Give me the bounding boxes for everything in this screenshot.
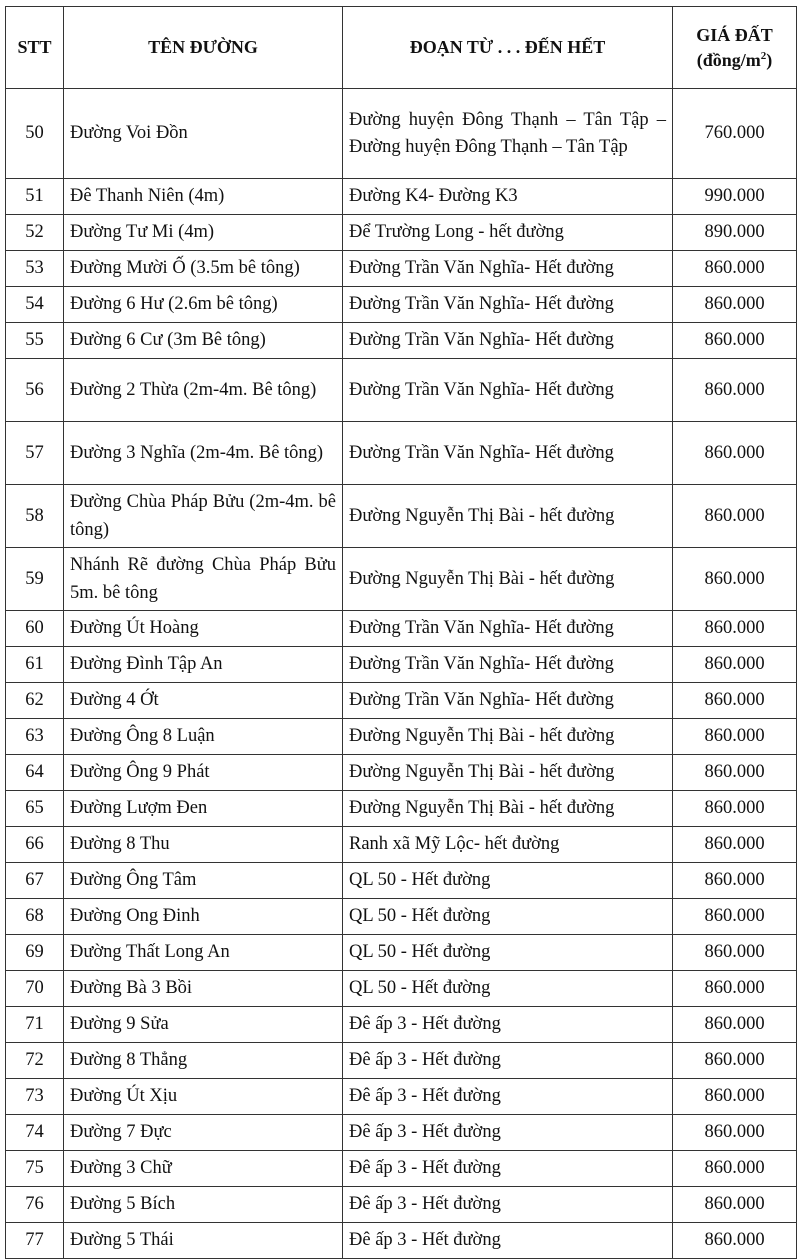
cell-stt: 77 bbox=[6, 1223, 64, 1259]
cell-segment: Để Trường Long - hết đường bbox=[343, 215, 673, 251]
cell-road-name: Đường 9 Sửa bbox=[64, 1007, 343, 1043]
cell-stt: 52 bbox=[6, 215, 64, 251]
cell-road-name: Đường Ong Đinh bbox=[64, 899, 343, 935]
cell-stt: 67 bbox=[6, 863, 64, 899]
cell-road-name: Đường Bà 3 Bồi bbox=[64, 971, 343, 1007]
table-row bbox=[6, 179, 797, 215]
cell-land-price: 860.000 bbox=[673, 422, 797, 485]
table-row bbox=[6, 827, 797, 863]
cell-segment: Đê ấp 3 - Hết đường bbox=[343, 1007, 673, 1043]
cell-land-price: 860.000 bbox=[673, 935, 797, 971]
cell-road-name: Đường 8 Thu bbox=[64, 827, 343, 863]
cell-stt: 56 bbox=[6, 359, 64, 422]
cell-land-price: 860.000 bbox=[673, 899, 797, 935]
cell-segment: Đường Trần Văn Nghĩa- Hết đường bbox=[343, 251, 673, 287]
table-row bbox=[6, 1187, 797, 1223]
cell-segment: Đê ấp 3 - Hết đường bbox=[343, 1187, 673, 1223]
table-row bbox=[6, 683, 797, 719]
cell-road-name: Đường 3 Nghĩa (2m-4m. Bê tông) bbox=[64, 422, 343, 485]
cell-road-name: Đường Mười Ố (3.5m bê tông) bbox=[64, 251, 343, 287]
cell-land-price: 860.000 bbox=[673, 719, 797, 755]
cell-land-price: 860.000 bbox=[673, 251, 797, 287]
cell-stt: 62 bbox=[6, 683, 64, 719]
cell-land-price: 860.000 bbox=[673, 1115, 797, 1151]
table-row bbox=[6, 899, 797, 935]
cell-segment: Đường Nguyễn Thị Bài - hết đường bbox=[343, 791, 673, 827]
cell-segment: QL 50 - Hết đường bbox=[343, 935, 673, 971]
table-row bbox=[6, 251, 797, 287]
table-row bbox=[6, 323, 797, 359]
header-price-unit: $(đồng/m^2)$ bbox=[696, 49, 773, 70]
cell-stt: 63 bbox=[6, 719, 64, 755]
cell-segment: Đường Trần Văn Nghĩa- Hết đường bbox=[343, 287, 673, 323]
cell-segment: Đê ấp 3 - Hết đường bbox=[343, 1079, 673, 1115]
cell-stt: 55 bbox=[6, 323, 64, 359]
cell-segment: Đê ấp 3 - Hết đường bbox=[343, 1043, 673, 1079]
header-land-price bbox=[673, 7, 797, 89]
cell-land-price: 860.000 bbox=[673, 647, 797, 683]
cell-road-name: Đường 7 Đực bbox=[64, 1115, 343, 1151]
cell-segment: Đê ấp 3 - Hết đường bbox=[343, 1115, 673, 1151]
table-row bbox=[6, 755, 797, 791]
cell-stt: 75 bbox=[6, 1151, 64, 1187]
cell-segment: Đường Trần Văn Nghĩa- Hết đường bbox=[343, 422, 673, 485]
cell-stt: 64 bbox=[6, 755, 64, 791]
cell-stt: 53 bbox=[6, 251, 64, 287]
table-row bbox=[6, 1079, 797, 1115]
cell-land-price: 860.000 bbox=[673, 1187, 797, 1223]
cell-road-name: Đường Út Xịu bbox=[64, 1079, 343, 1115]
cell-land-price: 860.000 bbox=[673, 1007, 797, 1043]
cell-stt: 61 bbox=[6, 647, 64, 683]
table-row bbox=[6, 791, 797, 827]
cell-land-price: 860.000 bbox=[673, 1151, 797, 1187]
cell-road-name: Đường 4 Ớt bbox=[64, 683, 343, 719]
cell-road-name: Đường Ông 9 Phát bbox=[64, 755, 343, 791]
cell-land-price: 990.000 bbox=[673, 179, 797, 215]
land-price-table bbox=[5, 6, 797, 1259]
cell-segment: QL 50 - Hết đường bbox=[343, 863, 673, 899]
cell-segment: QL 50 - Hết đường bbox=[343, 971, 673, 1007]
table-row bbox=[6, 971, 797, 1007]
cell-stt: 66 bbox=[6, 827, 64, 863]
cell-land-price: 890.000 bbox=[673, 215, 797, 251]
cell-segment: Đê ấp 3 - Hết đường bbox=[343, 1223, 673, 1259]
table-body bbox=[6, 89, 797, 1259]
cell-land-price: 760.000 bbox=[673, 89, 797, 179]
cell-land-price: 860.000 bbox=[673, 287, 797, 323]
table-row bbox=[6, 287, 797, 323]
header-segment: ĐOẠN TỪ . . . ĐẾN HẾT bbox=[343, 7, 673, 89]
cell-land-price: 860.000 bbox=[673, 791, 797, 827]
table-header bbox=[6, 7, 797, 89]
table-row bbox=[6, 1007, 797, 1043]
table-row bbox=[6, 89, 797, 179]
cell-land-price: 860.000 bbox=[673, 611, 797, 647]
cell-segment: Đường Nguyễn Thị Bài - hết đường bbox=[343, 485, 673, 548]
cell-stt: 54 bbox=[6, 287, 64, 323]
cell-road-name: Đường 5 Bích bbox=[64, 1187, 343, 1223]
cell-road-name: Đường 8 Thẳng bbox=[64, 1043, 343, 1079]
cell-segment: QL 50 - Hết đường bbox=[343, 899, 673, 935]
cell-road-name: Đường Ông 8 Luận bbox=[64, 719, 343, 755]
cell-stt: 57 bbox=[6, 422, 64, 485]
cell-stt: 71 bbox=[6, 1007, 64, 1043]
table-row bbox=[6, 863, 797, 899]
cell-road-name: Đường Chùa Pháp Bửu (2m-4m. bê tông) bbox=[64, 485, 343, 548]
cell-land-price: 860.000 bbox=[673, 548, 797, 611]
cell-land-price: 860.000 bbox=[673, 485, 797, 548]
cell-land-price: 860.000 bbox=[673, 323, 797, 359]
table-row bbox=[6, 1043, 797, 1079]
cell-road-name: Đường 3 Chữ bbox=[64, 1151, 343, 1187]
header-road-name: TÊN ĐƯỜNG bbox=[64, 7, 343, 89]
table-row bbox=[6, 485, 797, 548]
cell-stt: 69 bbox=[6, 935, 64, 971]
header-row bbox=[6, 7, 797, 89]
table-row bbox=[6, 611, 797, 647]
cell-stt: 59 bbox=[6, 548, 64, 611]
cell-land-price: 860.000 bbox=[673, 359, 797, 422]
cell-segment: Đường K4- Đường K3 bbox=[343, 179, 673, 215]
cell-segment: Đường Trần Văn Nghĩa- Hết đường bbox=[343, 323, 673, 359]
cell-road-name: Đường Tư Mi (4m) bbox=[64, 215, 343, 251]
cell-segment: Đường Trần Văn Nghĩa- Hết đường bbox=[343, 611, 673, 647]
cell-road-name: Đường Ông Tâm bbox=[64, 863, 343, 899]
cell-stt: 68 bbox=[6, 899, 64, 935]
cell-road-name: Đường Lượm Đen bbox=[64, 791, 343, 827]
cell-stt: 70 bbox=[6, 971, 64, 1007]
table-row bbox=[6, 1115, 797, 1151]
cell-stt: 74 bbox=[6, 1115, 64, 1151]
table-row bbox=[6, 1151, 797, 1187]
cell-stt: 50 bbox=[6, 89, 64, 179]
table-row bbox=[6, 935, 797, 971]
cell-land-price: 860.000 bbox=[673, 827, 797, 863]
cell-road-name: Đường Út Hoàng bbox=[64, 611, 343, 647]
cell-segment: Đường Trần Văn Nghĩa- Hết đường bbox=[343, 647, 673, 683]
cell-stt: 60 bbox=[6, 611, 64, 647]
table-row bbox=[6, 1223, 797, 1259]
table-row bbox=[6, 548, 797, 611]
table-row bbox=[6, 647, 797, 683]
cell-segment: Đường Trần Văn Nghĩa- Hết đường bbox=[343, 359, 673, 422]
cell-stt: 51 bbox=[6, 179, 64, 215]
cell-land-price: 860.000 bbox=[673, 1223, 797, 1259]
cell-segment: Ranh xã Mỹ Lộc- hết đường bbox=[343, 827, 673, 863]
table-row bbox=[6, 719, 797, 755]
header-price-line1: GIÁ ĐẤT bbox=[696, 24, 773, 45]
cell-stt: 73 bbox=[6, 1079, 64, 1115]
cell-segment: Đường Nguyễn Thị Bài - hết đường bbox=[343, 719, 673, 755]
cell-road-name: Đê Thanh Niên (4m) bbox=[64, 179, 343, 215]
cell-stt: 58 bbox=[6, 485, 64, 548]
cell-stt: 72 bbox=[6, 1043, 64, 1079]
cell-stt: 65 bbox=[6, 791, 64, 827]
cell-segment: Đường Nguyễn Thị Bài - hết đường bbox=[343, 755, 673, 791]
cell-land-price: 860.000 bbox=[673, 1079, 797, 1115]
cell-land-price: 860.000 bbox=[673, 683, 797, 719]
table-row bbox=[6, 422, 797, 485]
cell-segment: Đê ấp 3 - Hết đường bbox=[343, 1151, 673, 1187]
cell-road-name: Đường Thất Long An bbox=[64, 935, 343, 971]
cell-road-name: Đường 5 Thái bbox=[64, 1223, 343, 1259]
cell-segment: Đường Nguyễn Thị Bài - hết đường bbox=[343, 548, 673, 611]
cell-land-price: 860.000 bbox=[673, 755, 797, 791]
cell-segment: Đường Trần Văn Nghĩa- Hết đường bbox=[343, 683, 673, 719]
cell-road-name: Nhánh Rẽ đường Chùa Pháp Bửu 5m. bê tông bbox=[64, 548, 343, 611]
cell-stt: 76 bbox=[6, 1187, 64, 1223]
cell-road-name: Đường 6 Cư (3m Bê tông) bbox=[64, 323, 343, 359]
cell-land-price: 860.000 bbox=[673, 971, 797, 1007]
header-stt: STT bbox=[6, 7, 64, 89]
table-row bbox=[6, 359, 797, 422]
cell-land-price: 860.000 bbox=[673, 863, 797, 899]
cell-road-name: Đường Đình Tập An bbox=[64, 647, 343, 683]
table-row bbox=[6, 215, 797, 251]
cell-road-name: Đường 6 Hư (2.6m bê tông) bbox=[64, 287, 343, 323]
cell-land-price: 860.000 bbox=[673, 1043, 797, 1079]
cell-road-name: Đường Voi Đồn bbox=[64, 89, 343, 179]
cell-segment: Đường huyện Đông Thạnh – Tân Tập – Đường huyện Đông Thạnh – Tân Tập bbox=[343, 89, 673, 179]
cell-road-name: Đường 2 Thừa (2m-4m. Bê tông) bbox=[64, 359, 343, 422]
